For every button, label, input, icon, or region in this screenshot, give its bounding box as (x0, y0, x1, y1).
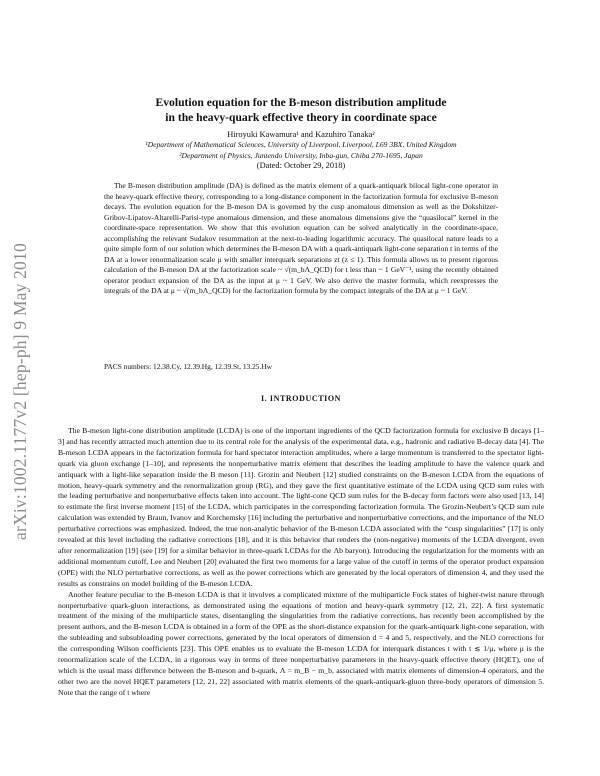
author-names: Hiroyuki Kawamura¹ and Kazuhiro Tanaka² (227, 130, 375, 139)
affiliation-1: ¹Department of Mathematical Sciences, University of Liverpool, Liverpool, L69 3BX, United Kingdom (145, 140, 457, 150)
date-line: (Dated: October 29, 2018) (256, 161, 346, 171)
arxiv-identifier-stamp: arXiv:1002.1177v2 [hep-ph] 9 May 2010 (10, 243, 30, 540)
title-line-1: Evolution equation for the B-meson distribution amplitude (155, 96, 447, 109)
author-block (58, 130, 544, 172)
body-text (58, 426, 544, 699)
affiliation-2: ²Department of Physics, Juntendo University, Inba-gun, Chiba 270-1695, Japan (179, 150, 423, 160)
pacs-numbers: PACS numbers: 12.38.Cy, 12.39.Hg, 12.39.St, 13.25.Hw (104, 362, 273, 371)
paper-title (58, 96, 544, 125)
paragraph-2: Another feature peculiar to the B-meson LCDA is that it involves a complicated mixture of the multiparticle Fock states of higher-twist nature through nonperturbative quark-gluon interactions, as demonstrated using the equations of motion and heavy-quark symmetry [12, 21, 22]. A first systematic treatment of the mixing of the multiparticle states, disentangling the singularities from the radiative corrections, has recently been accomplished by the present authors, and the B-meson LCDA is obtained in a form of the OPE as the short-distance expansion for the quark-antiquark light-cone separation, with the subleading and subsubleading power corrections, generated by the local operators of dimension d = 4 and 5, respectively, and the NLO corrections for the corresponding Wilson coefficients [23]. This OPE enables us to evaluate the B-meson LCDA for interquark distances t with t ≲ 1/μ, where μ is the renormalization scale of the LCDA, in a rigorous way in terms of three nonperturbative parameters in the heavy-quark effective theory (HQET), one of which is the usual mass difference between the B-meson and b-quark, Λ = m_B − m_b, associated with matrix elements of dimension-4 operators, and the other two are the novel HQET parameters [12, 21, 22] associated with matrix elements of the quark-antiquark-gluon three-body operators of dimension 5. Note that the range of t where (58, 589, 544, 697)
title-line-2: in the heavy-quark effective theory in coordinate space (165, 110, 437, 124)
paragraph-1: The B-meson light-cone distribution amplitude (LCDA) is one of the important ingredients of the QCD factorization formula for exclusive B decays [1–3] and has recently attracted much attention due to its central role for the analysis of the experimental data, e.g., hadronic and radiative B-decay data [4]. The B-meson LCDA appears in the factorization formula for hard spectator interaction amplitudes, where a large momentum is transferred to the spectator light-quark via gluon exchange [1–10], and represents the nonperturbative matrix element that describes the leading amplitude to have the valence quark and antiquark with a light-like separation inside the B meson [11]. Grozin and Neubert [12] studied constraints on the B-meson LCDA from the equations of motion, heavy-quark symmetry and the renormalization group (RG), and they gave the first quantitative estimate of the LCDA using QCD sum rules with the leading perturbative and nonperturbative effects taken into account. The light-cone QCD sum rules for the B-decay form factors were also used [13, 14] to estimate the first inverse moment [15] of the LCDA, which participates in the corresponding factorization formula. The Grozin-Neubert’s QCD sum rule calculation was extended by Braun, Ivanov and Korchemsky [16] including the perturbative and nonperturbative corrections, and the importance of the NLO perturbative corrections was emphasized. Indeed, the true non-analytic behavior of the B-meson LCDA associated with the “cusp singularities” [17] is only revealed at this level including the radiative corrections [18], and it is this behavior that renders the (non-negative) moments of the LCDA divergent, even after renormalization [19] (see [19] for a similar behavior in three-quark LCDAs for the Λb baryon). Introducing the regularization for the moments with an additional momentum cutoff, Lee and Neubert [20] evaluated the first two moments for a large value of the cutoff in terms of the operator product expansion (OPE) with the NLO perturbative corrections, as well as the power corrections which are generated by the local operators of dimension 4, and they used the results as constrains on model building of the B-meson LCDA. (58, 426, 544, 588)
section-heading: I. INTRODUCTION (260, 394, 342, 403)
abstract: The B-meson distribution amplitude (DA) is defined as the matrix element of a quark-antiquark bilocal light-cone operator in the heavy-quark effective theory, corresponding to a long-distance component in the factorization formula for exclusive B-meson decays. The evolution equation for the B-meson DA is governed by the cusp anomalous dimension as well as the Dokshitzer-Gribov-Lipatov-Altarelli-Parisi-type anomalous dimension, and these anomalous dimensions give the “quasilocal” kernel in the coordinate-space representation. We show that this evolution equation can be solved analytically in the coordinate-space, accomplishing the relevant Sudakov resummation at the next-to-leading logarithmic accuracy. The quasilocal nature leads to a quite simple form of our solution which determines the B-meson DA with a quark-antiquark light-cone separation t in terms of the DA at a lower renormalization scale μ with smaller interquark separations zt (z ≤ 1). This formula allows us to present rigorous calculation of the B-meson DA at the factorization scale ~ √(m_bΛ_QCD) for t less than ~ 1 GeV⁻¹, using the recently obtained operator product expansion of the DA as the input at μ ~ 1 GeV. We also derive the master formula, which reexpresses the integrals of the DA at μ ~ √(m_bΛ_QCD) for the factorization formula by the compact integrals of the DA at μ ~ 1 GeV. (104, 181, 498, 296)
